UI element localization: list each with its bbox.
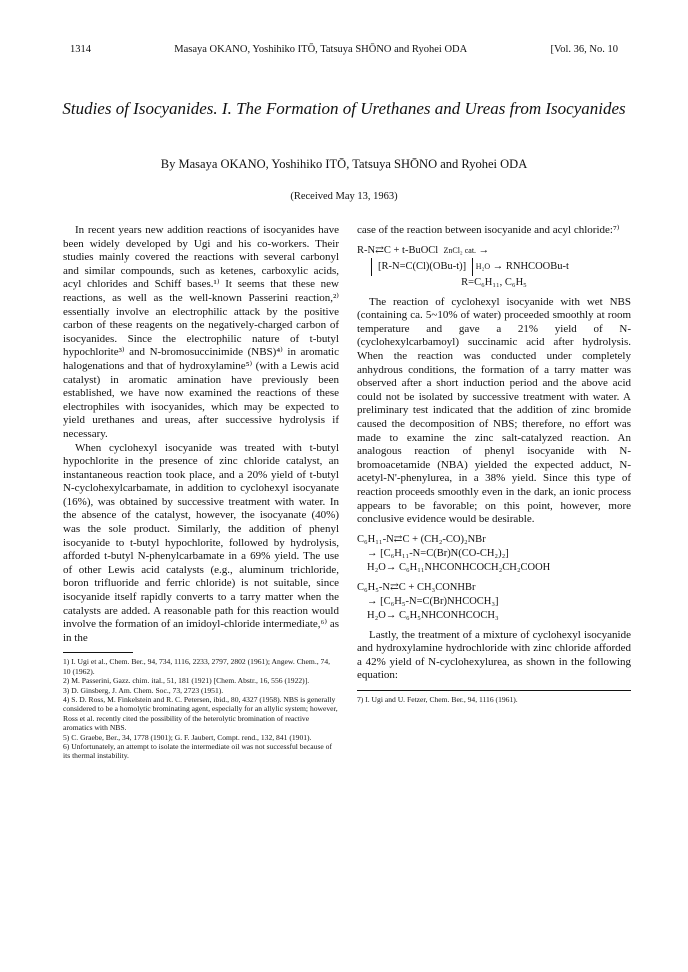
equation-2 [357, 533, 631, 575]
left-column [63, 224, 339, 761]
footnote-divider [63, 652, 133, 653]
eq-line: → [C₆H₁₁-N=C(Br)N(CO-CH₂)₂] [367, 547, 509, 559]
eq-line: C₆H₁₁-N⇄C + (CH₂-CO)₂NBr [357, 533, 486, 545]
equation-1: R-N⇄C + t-BuOCl ZnCl₂ cat. → [R-N=C(Cl)(OBu-t)] H₂O → RNHCOOBu-t R=C₆H₁₁, C₆H₅ [357, 244, 631, 290]
eq-intermediate: [R-N=C(Cl)(OBu-t)] [371, 258, 473, 276]
eq-line: H₂O→ C₆H₁₁NHCONHCOCH₂CH₂COOH [367, 561, 551, 573]
footnote-divider [357, 690, 631, 691]
running-header [70, 44, 618, 55]
footnote: 3) D. Ginsberg, J. Am. Chem. Soc., 73, 2723 (1951). [63, 685, 224, 695]
paragraph: In recent years new addition reactions of isocyanides have been widely developed by Ugi and his co-workers. Their studies mainly covered the reactions with several carbonyl and similar compounds, such as ketenes, carboxylic acids, acyl chlorides and Schiff bases.¹⁾ It seems that these new reactions, as well as the well-known Passerini reaction,²⁾ essentially involve an electrophilic attack by the positive carbon of these reagents on the negatively-charged carbon of isocyanides. Since the electrophilic nature of t-butyl hypochlorite³⁾ and N-bromosuccinimide (NBS)⁴⁾ in aromatic halogenations and that of hydroxylamine⁵⁾ (with a Lewis acid catalyst) in aromatic amination have previously been established, we have now examined the reactions of these electrophiles with isocyanides, which may be expected to yield urethanes and ureas, after successive hydrolysis if necessary. [63, 224, 339, 440]
eq-product: RNHCOOBu-t [505, 260, 569, 272]
received-date: (Received May 13, 1963) [290, 191, 398, 202]
article-authors: By Masaya OKANO, Yoshihiko ITŌ, Tatsuya SHŌNO and Ryohei ODA [160, 157, 528, 171]
paragraph: Lastly, the treatment of a mixture of cyclohexyl isocyanide and hydroxylamine hydrochloride with zinc chloride afforded a 42% yield of N-cyclohexylurea, as shown in the following equation: [357, 628, 631, 682]
eq-catalyst: ZnCl₂ cat. [443, 245, 477, 255]
eq-line: → [C₆H₅-N=C(Br)NHCOCH₃] [367, 595, 499, 607]
footnotes [63, 657, 339, 760]
eq-reactants: R-N⇄C + t-BuOCl [357, 244, 439, 256]
footnote: 6) Unfortunately, an attempt to isolate the intermediate oil was not successful because of its thermal instability. [63, 742, 332, 761]
paragraph: case of the reaction between isocyanide and acyl chloride:⁷⁾ [357, 224, 620, 236]
footnote: 1) I. Ugi et al., Chem. Ber., 94, 734, 1116, 2233, 2797, 2802 (1961); Angew. Chem., 74, 10 (1962). [63, 657, 331, 676]
eq-line: H₂O→ C₆H₅NHCONHCOCH₃ [367, 609, 499, 621]
eq-substituents: R=C₆H₁₁, C₆H₅ [461, 276, 527, 288]
article-title: Studies of Isocyanides. I. The Formation of Urethanes and Ureas from Isocyanides [62, 99, 626, 118]
footnote: 4) S. D. Ross, M. Finkelstein and R. C. Petersen, ibid., 80, 4327 (1958). NBS is generally considered to be a homolytic brominating agent, especially for an allylic system; however, Ross et al. recently cited the possibility of the heterolytic bromination of reactive aromatics with NBS. [63, 695, 338, 733]
footnote: 7) I. Ugi and U. Fetzer, Chem. Ber., 94, 1116 (1961). [357, 695, 518, 705]
paragraph: When cyclohexyl isocyanide was treated with t-butyl hypochlorite in the presence of zinc chloride catalyst, an instantaneous reaction took place, and a 20% yield of t-butyl N-cyclohexylcarbamate, in addition to cyclohexyl isocyanate (16%), was obtained by successive treatment with water. In the absence of the catalyst, however, the isocyanate (40%) was the sole product. Similarly, the addition of phenyl isocyanide to t-butyl hypochlorite, followed by hydrolysis, afforded t-butyl N-phenylcarbamate in a 69% yield. The use of other Lewis acid catalysts (e.g., aluminum trichloride, boron trifluoride and ferric chloride) is not suitable, since isocyanide itself rapidly converts to a tarry matter when the catalysts are added. A reasonable path for this reaction would involve the formation of an imidoyl-chloride intermediate,⁶⁾ as in the [63, 441, 339, 644]
header-authors: Masaya OKANO, Yoshihiko ITŌ, Tatsuya SHŌNO and Ryohei ODA [174, 44, 468, 55]
equation-3 [357, 581, 631, 623]
page-number: 1314 [70, 44, 91, 55]
paragraph: The reaction of cyclohexyl isocyanide with wet NBS (containing ca. 5~10% of water) proceeded smoothly at room temperature and gave a 21% yield of N-(cyclohexylcarbamoyl) succinamic acid after hydrolysis. When the reaction was conducted under completely anhydrous conditions, the formation of a tarry matter was observed after a short induction period and the above acid could not be isolated by successive treatment with water. A preliminary test indicated that the addition of zinc bromide caused the decomposition of NBS; therefore, no effort was made to examine the zinc salt-catalyzed reaction. An analogous reaction of phenyl isocyanide with N-bromoacetamide (NBA) yielded the expected adduct, N-acetyl-N'-phenylurea, in a 38% yield. Since this type of reaction proceeds smoothly even in the dark, an ionic process appears to be favorable; on this point, however, more conclusive evidence would be desirable. [357, 295, 631, 526]
right-column [357, 224, 631, 704]
eq-line: C₆H₅-N⇄C + CH₃CONHBr [357, 581, 476, 593]
header-volume: [Vol. 36, No. 10 [550, 44, 618, 55]
eq-water: H₂O [475, 261, 491, 271]
footnote: 5) C. Graebe, Ber., 34, 1778 (1901); G. F. Jaubert, Compt. rend., 132, 841 (1901). [63, 732, 312, 742]
footnote: 2) M. Passerini, Gazz. chim. ital., 51, 181 (1921) [Chem. Abstr., 16, 556 (1922)]. [63, 676, 310, 686]
